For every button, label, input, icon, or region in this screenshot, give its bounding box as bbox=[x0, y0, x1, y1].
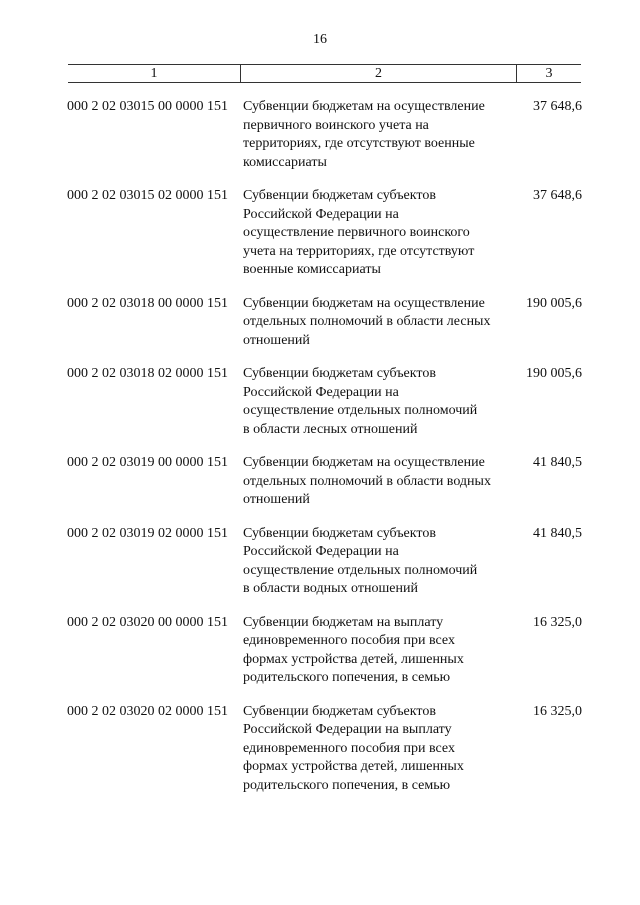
table-row bbox=[67, 187, 582, 280]
table-row bbox=[67, 703, 582, 796]
budget-code: 000 2 02 03015 02 0000 151 bbox=[67, 188, 228, 203]
row-description: Субвенции бюджетам на осуществление первичного воинского учета на территориях, где отсутствуют военные комиссариаты bbox=[243, 99, 485, 170]
table-row bbox=[67, 98, 582, 172]
row-amount: 41 840,5 bbox=[533, 455, 582, 470]
row-description: Субвенции бюджетам субъектов Российской Федерации на выплату единовременного пособия при всех формах устройства детей, лишенных родительского попечения, в семью bbox=[243, 703, 464, 793]
row-description: Субвенции бюджетам субъектов Российской Федерации на осуществление отдельных полномочий в области лесных отношений bbox=[243, 366, 478, 437]
row-amount: 41 840,5 bbox=[533, 525, 582, 541]
budget-code: 000 2 02 03018 02 0000 151 bbox=[67, 366, 228, 381]
table-body bbox=[67, 98, 582, 795]
row-amount: 16 325,0 bbox=[533, 703, 582, 719]
row-amount: 16 325,0 bbox=[533, 614, 582, 630]
row-description: Субвенции бюджетам на выплату единовременного пособия при всех формах устройства детей, лишенных родительского попечения, в семью bbox=[243, 614, 464, 685]
budget-code: 000 2 02 03015 00 0000 151 bbox=[67, 99, 228, 114]
budget-code: 000 2 02 03020 00 0000 151 bbox=[67, 614, 228, 630]
column-header-amount: 3 bbox=[545, 66, 553, 81]
row-amount: 190 005,6 bbox=[526, 295, 582, 311]
row-description: Субвенции бюджетам на осуществление отдельных полномочий в области водных отношений bbox=[243, 455, 491, 507]
budget-code: 000 2 02 03019 00 0000 151 bbox=[67, 455, 228, 470]
row-amount: 190 005,6 bbox=[526, 366, 582, 381]
table-column-header bbox=[68, 64, 581, 83]
column-header-description: 2 bbox=[241, 65, 517, 82]
column-header-code: 1 bbox=[68, 65, 241, 82]
row-description: Субвенции бюджетам на осуществление отдельных полномочий в области лесных отношений bbox=[243, 295, 491, 348]
row-description: Субвенции бюджетам субъектов Российской Федерации на осуществление отдельных полномочий в области водных отношений bbox=[243, 525, 478, 596]
row-description: Субвенции бюджетам субъектов Российской Федерации на осуществление первичного воинского учета на территориях, где отсутствуют военные комиссариаты bbox=[243, 188, 475, 277]
table-row bbox=[67, 295, 582, 351]
row-amount: 37 648,6 bbox=[533, 99, 582, 114]
budget-code: 000 2 02 03019 02 0000 151 bbox=[67, 525, 228, 541]
table-row bbox=[67, 365, 582, 439]
table-row bbox=[67, 454, 582, 510]
row-amount: 37 648,6 bbox=[533, 188, 582, 203]
page-number: 16 bbox=[313, 32, 327, 47]
budget-code: 000 2 02 03020 02 0000 151 bbox=[67, 703, 228, 719]
table-row bbox=[67, 614, 582, 688]
table-row bbox=[67, 525, 582, 599]
budget-code: 000 2 02 03018 00 0000 151 bbox=[67, 295, 228, 311]
